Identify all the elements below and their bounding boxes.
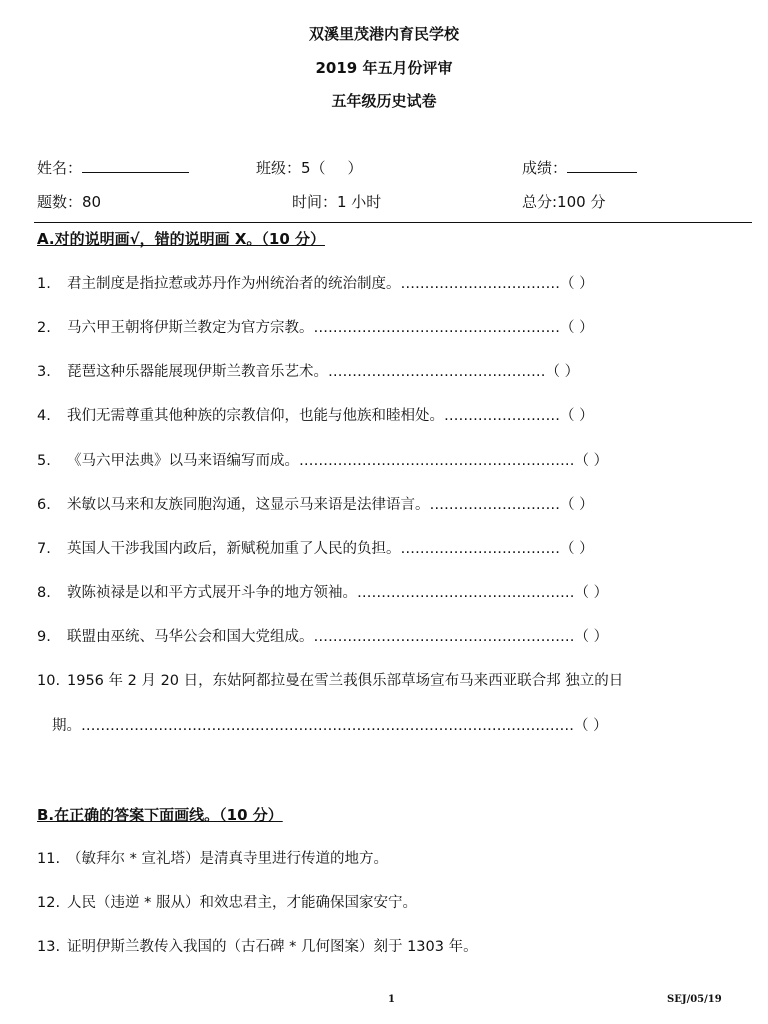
question-item <box>37 627 608 647</box>
question-text: 《马六甲法典》以马来语编写而成。…………………………………………………（ ） <box>67 453 609 469</box>
question-text: 我们无需尊重其他种族的宗教信仰，也能与他族和睦相处。……………………（ ） <box>67 408 594 424</box>
score-label: 成绩： <box>522 159 568 177</box>
question-item <box>37 406 594 426</box>
total-marks: 总分:100 分 <box>522 193 606 211</box>
question-item <box>37 274 594 294</box>
question-item <box>37 583 608 603</box>
page-number: 1 <box>388 994 395 1005</box>
question-number: 3. <box>37 364 51 380</box>
question-number: 10. <box>37 673 61 689</box>
question-text: 君主制度是指拉惹或苏丹作为州统治者的统治制度。……………………………（ ） <box>67 276 594 292</box>
section-b-title: B.在正确的答案下面画线。（10 分） <box>37 806 283 824</box>
class-close: ） <box>347 159 363 177</box>
question-text: （敏拜尔 * 宣礼塔）是清真寺里进行传道的地方。 <box>67 851 388 867</box>
question-item <box>37 893 417 913</box>
class-label: 班级：5（ <box>256 159 326 177</box>
question-number: 11. <box>37 851 61 867</box>
score-field <box>522 158 637 178</box>
question-number: 4. <box>37 408 51 424</box>
name-blank <box>82 158 189 173</box>
section-a-title: A.对的说明画√，错的说明画 X。（10 分） <box>37 230 325 248</box>
document-code: SEJ/05/19 <box>667 994 722 1005</box>
time-limit: 时间：1 小时 <box>292 193 382 211</box>
class-field <box>256 158 363 178</box>
question-continuation: 期。…………………………………………………………………………………………（ ） <box>52 718 608 734</box>
question-text: 联盟由巫统、马华公会和国大党组成。………………………………………………（ ） <box>67 629 609 645</box>
question-number: 13. <box>37 939 61 955</box>
question-text: 米敏以马来和友族同胞沟通，这显示马来语是法律语言。………………………（ ） <box>67 497 594 513</box>
question-item <box>37 539 594 559</box>
question-item <box>37 451 608 471</box>
question-number: 1. <box>37 276 51 292</box>
question-text: 证明伊斯兰教传入我国的（古石碑 * 几何图案）刻于 1303 年。 <box>67 939 478 955</box>
score-blank <box>567 158 637 173</box>
header-divider <box>34 222 752 223</box>
question-number: 7. <box>37 541 51 557</box>
question-number: 8. <box>37 585 51 601</box>
name-label: 姓名： <box>37 159 83 177</box>
question-number: 9. <box>37 629 51 645</box>
question-number: 12. <box>37 895 61 911</box>
school-name: 双溪里茂港内育民学校 <box>308 25 459 43</box>
question-text: 人民（违逆 * 服从）和效忠君主，才能确保国家安宁。 <box>67 895 417 911</box>
question-number: 6. <box>37 497 51 513</box>
question-item <box>37 849 388 869</box>
question-count: 题数：80 <box>37 193 102 211</box>
question-number: 2. <box>37 320 51 336</box>
question-text: 马六甲王朝将伊斯兰教定为官方宗教。……………………………………………（ ） <box>67 320 594 336</box>
question-text: 英国人干涉我国内政后，新赋税加重了人民的负担。……………………………（ ） <box>67 541 594 557</box>
question-number: 5. <box>37 453 51 469</box>
subject-title: 五年级历史试卷 <box>331 92 437 110</box>
question-item <box>37 318 594 338</box>
question-text: 琵琶这种乐器能展现伊斯兰教音乐艺术。………………………………………（ ） <box>67 364 580 380</box>
exam-title: 2019 年五月份评审 <box>315 59 453 77</box>
question-text: 敦陈祯禄是以和平方式展开斗争的地方领袖。………………………………………（ ） <box>67 585 609 601</box>
question-item <box>37 495 594 515</box>
name-field <box>37 158 189 178</box>
question-item <box>37 362 579 382</box>
question-item <box>37 671 623 691</box>
question-text: 1956 年 2 月 20 日，东姑阿都拉曼在雪兰莪俱乐部草场宣布马来西亚联合邦 独立的日 <box>67 673 624 689</box>
question-item <box>37 937 478 957</box>
